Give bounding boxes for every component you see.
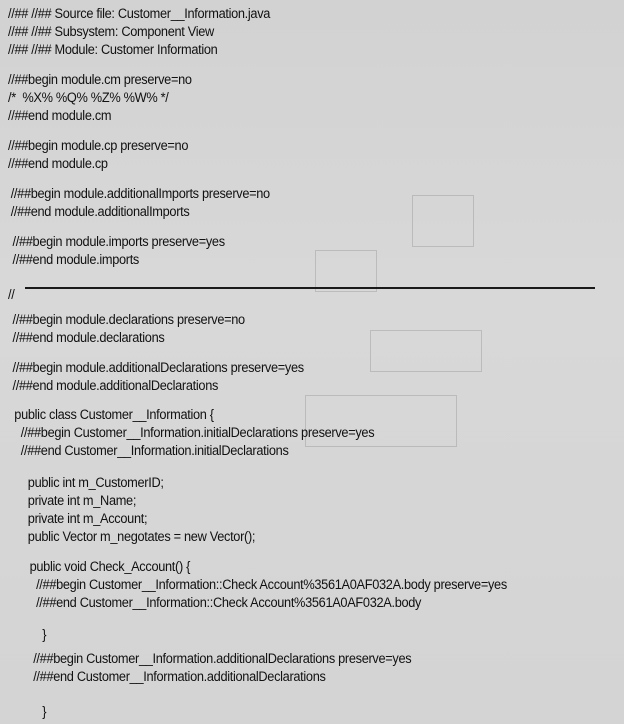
code-line: //##end module.cp xyxy=(8,156,108,172)
ghost-diagram-box xyxy=(412,195,474,247)
code-line: public class Customer__Information { xyxy=(14,407,214,423)
code-line: //##end Customer__Information::Check Account%3561A0AF032A.body xyxy=(29,595,422,611)
code-line: //##end Customer__Information.initialDeclarations xyxy=(14,443,289,459)
code-line: //##begin module.declarations preserve=no xyxy=(12,312,245,328)
code-line: //##begin module.additionalImports preserve=no xyxy=(10,186,270,202)
code-line: //##end module.cm xyxy=(8,108,112,124)
code-line: //##begin Customer__Information::Check Account%3561A0AF032A.body preserve=yes xyxy=(29,577,507,593)
ghost-diagram-box xyxy=(370,330,482,372)
code-line: //## //## Source file: Customer__Information.java xyxy=(8,6,271,22)
code-line: public void Check_Account() { xyxy=(29,559,191,575)
code-line: //##begin module.imports preserve=yes xyxy=(12,234,225,250)
code-line: //##begin module.additionalDeclarations preserve=yes xyxy=(12,360,304,376)
code-line: //##end Customer__Information.additionalDeclarations xyxy=(33,669,326,685)
code-line: //##begin Customer__Information.initialDeclarations preserve=yes xyxy=(14,425,375,441)
code-line: //##begin module.cp preserve=no xyxy=(8,138,189,154)
separator-rule xyxy=(25,287,595,289)
code-line: //##end module.additionalDeclarations xyxy=(12,378,219,394)
code-line: private int m_Account; xyxy=(27,511,148,527)
code-line: //##begin Customer__Information.additionalDeclarations preserve=yes xyxy=(33,651,412,667)
code-line: //## //## Subsystem: Component View xyxy=(8,24,214,40)
ghost-diagram-box xyxy=(315,250,377,292)
code-line: } xyxy=(42,704,47,720)
code-line: // xyxy=(8,287,15,303)
code-line: //##end module.additionalImports xyxy=(10,204,190,220)
code-line: //##begin module.cm preserve=no xyxy=(8,72,192,88)
code-line: public Vector m_negotates = new Vector(); xyxy=(27,529,256,545)
code-line: //## //## Module: Customer Information xyxy=(8,42,218,58)
code-line: /* %X% %Q% %Z% %W% */ xyxy=(8,90,169,106)
code-line: } xyxy=(42,627,47,643)
code-line: //##end module.declarations xyxy=(12,330,165,346)
code-line: //##end module.imports xyxy=(12,252,140,268)
code-line: private int m_Name; xyxy=(27,493,137,509)
code-line: public int m_CustomerID; xyxy=(27,475,164,491)
